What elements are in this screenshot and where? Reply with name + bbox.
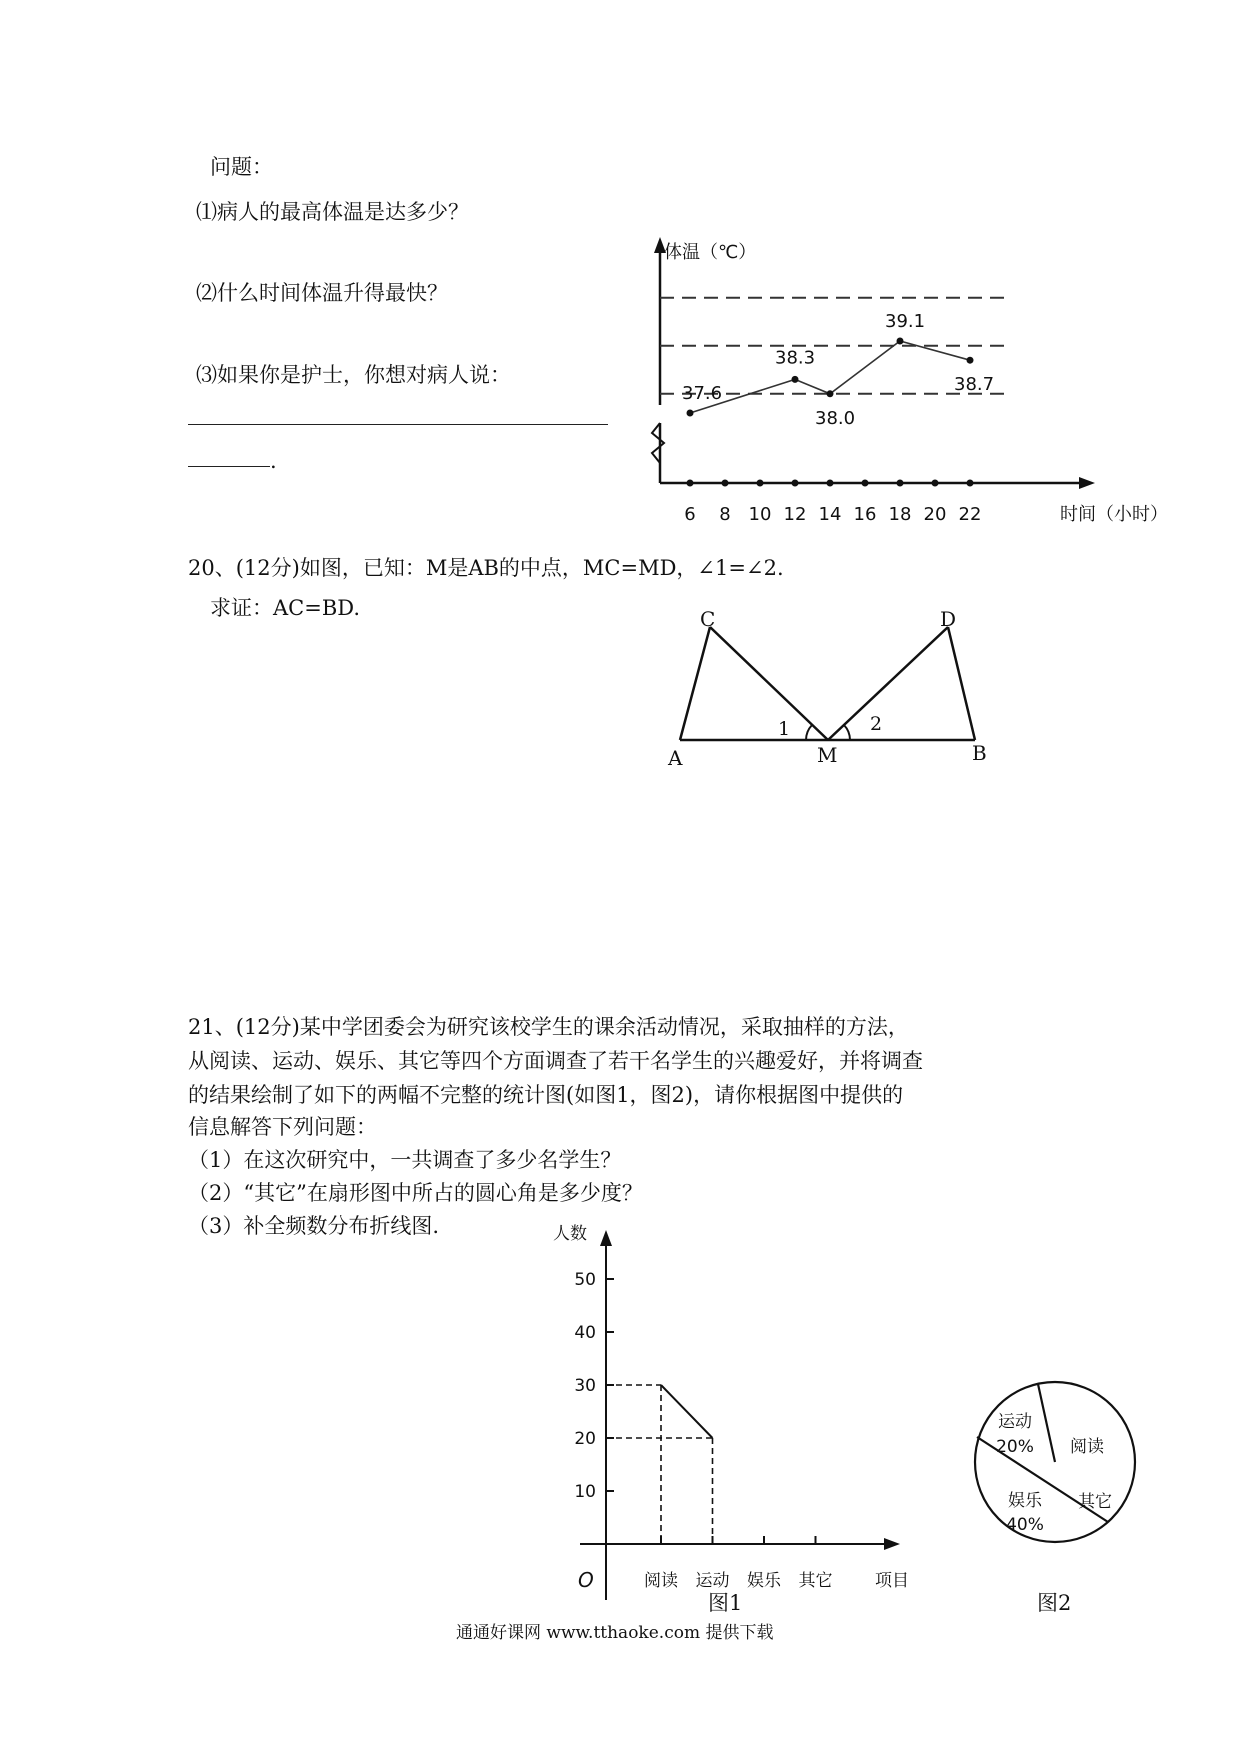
x-tick-label: 8: [719, 504, 731, 525]
q19-question-3: ⑶如果你是护士，你想对病人说：: [196, 363, 511, 387]
figure-1-caption: 图1: [708, 1591, 743, 1615]
q21-line-3: 的结果绘制了如下的两幅不完整的统计图(如图1，图2)，请你根据图中提供的: [188, 1083, 904, 1107]
label-angle-1: 1: [778, 718, 791, 740]
data-label: 37.6: [682, 383, 723, 404]
origin-label: O: [578, 1568, 594, 1592]
label-M: M: [817, 743, 838, 767]
q19-heading: 问题：: [210, 155, 273, 179]
y-tick-label: 10: [574, 1482, 596, 1502]
q19-question-2: ⑵什么时间体温升得最快？: [196, 281, 448, 305]
x-tick-label: 14: [818, 504, 842, 525]
q20-statement: 20、(12分)如图，已知：M是AB的中点，MC=MD，∠1=∠2.: [188, 556, 784, 580]
y-tick-label: 50: [574, 1270, 596, 1290]
y-tick-label: 20: [574, 1429, 596, 1449]
y-axis-label: 人数: [553, 1224, 587, 1244]
x-tick-label: 其它: [798, 1571, 833, 1591]
q21-sub-1: （1）在这次研究中，一共调查了多少名学生？: [188, 1148, 622, 1172]
label-D: D: [940, 607, 957, 631]
q21-sub-2: （2）“其它”在扇形图中所占的圆心角是多少度？: [188, 1181, 643, 1205]
figure-2-caption: 图2: [1037, 1591, 1072, 1615]
data-label: 38.0: [815, 407, 856, 429]
x-tick-label: 6: [684, 504, 696, 525]
q21-line-2: 从阅读、运动、娱乐、其它等四个方面调查了若干名学生的兴趣爱好，并将调查: [188, 1049, 923, 1073]
x-tick-label: 娱乐: [747, 1571, 781, 1591]
answer-line-end-dot: .: [270, 449, 277, 473]
data-label: 38.3: [775, 347, 816, 369]
q21-sub-3: （3）补全频数分布折线图.: [188, 1214, 440, 1238]
label-C: C: [700, 607, 716, 631]
q19-question-1: ⑴病人的最高体温是达多少？: [196, 200, 469, 224]
x-tick-label: 18: [888, 504, 912, 525]
data-label: 39.1: [885, 311, 926, 332]
x-tick-label: 20: [923, 504, 947, 525]
pie-divider: [1038, 1384, 1055, 1462]
x-tick-label: 16: [853, 504, 877, 525]
y-tick-label: 40: [574, 1323, 596, 1343]
q21-line-4: 信息解答下列问题：: [188, 1115, 377, 1139]
y-tick-label: 30: [574, 1376, 596, 1396]
x-tick-label: 阅读: [644, 1571, 678, 1591]
x-tick-label: 运动: [695, 1571, 730, 1591]
pie-slice-label: 运动: [998, 1412, 1032, 1432]
pie-slice-label: 娱乐: [1008, 1491, 1042, 1511]
figure-2-group: [975, 1382, 1135, 1542]
pie-slice-percent: 40%: [1006, 1515, 1044, 1535]
label-A: A: [668, 746, 683, 770]
y-axis-label: 体温（℃）: [664, 242, 757, 263]
footer-download-note: 通通好课网 www.tthaoke.com 提供下载: [456, 1623, 774, 1643]
pie-slice-label: 阅读: [1070, 1437, 1104, 1457]
pie-slice-label: 其它: [1078, 1492, 1112, 1512]
q20-prove: 求证：AC=BD.: [210, 596, 361, 620]
label-B: B: [972, 741, 987, 765]
label-angle-2: 2: [870, 713, 883, 735]
pie-slice-percent: 20%: [996, 1437, 1034, 1457]
x-axis-label: 项目: [875, 1571, 909, 1591]
x-tick-label: 22: [958, 504, 982, 525]
q21-line-1: 21、(12分)某中学团委会为研究该校学生的课余活动情况，采取抽样的方法，: [188, 1015, 909, 1039]
data-label: 38.7: [954, 374, 995, 396]
x-tick-label: 12: [783, 504, 807, 525]
x-tick-label: 10: [748, 504, 772, 525]
x-axis-label: 时间（小时）: [1060, 504, 1168, 525]
